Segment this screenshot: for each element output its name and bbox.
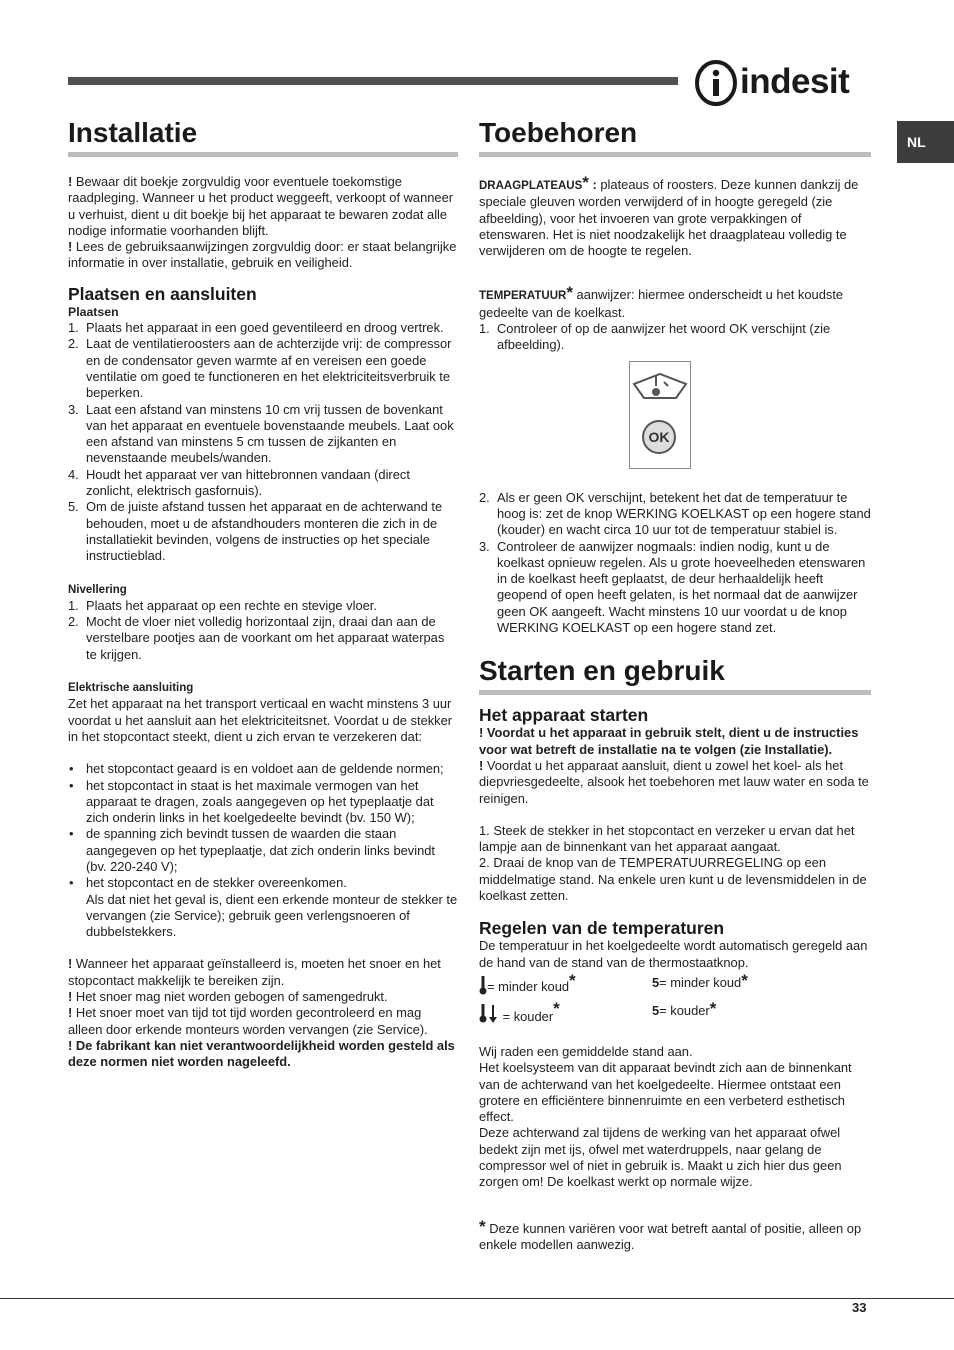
- list-item: • het stopcontact geaard is en voldoet aan de geldende normen;: [68, 761, 458, 777]
- item-number: 1.: [68, 320, 79, 336]
- asterisk: *: [709, 998, 717, 1018]
- list-item: [68, 336, 458, 401]
- item-text: Om de juiste afstand tussen het apparaat en de achterwand te behouden, moet u de afstandhouders monteren die zich in de installatiekit bevinden, volgens de instructies op het speciale instructieblad.: [86, 499, 443, 564]
- list-item: • het stopcontact en de stekker overeenkomen.: [68, 875, 458, 891]
- less-cold-left: [479, 970, 576, 995]
- asterisk: *: [741, 970, 748, 990]
- brand-logo: [694, 60, 870, 106]
- draagplateaus-paragraph: [479, 173, 871, 259]
- item-number: 1.: [68, 597, 79, 613]
- intro-text-2: Lees de gebruiksaanwijzingen zorgvuldig door: er staat belangrijke informatie in over installatie, gebruik en veiligheid.: [68, 239, 457, 271]
- temperature-indicator-figure: [629, 361, 691, 469]
- language-tab: NL: [897, 121, 954, 163]
- item-number: 3.: [68, 401, 79, 417]
- asterisk: *: [479, 1216, 486, 1236]
- warning-1: [68, 956, 458, 989]
- knob-number: 5: [652, 1002, 660, 1018]
- nivellering-heading: Nivellering: [68, 583, 127, 596]
- less-cold-right: [652, 970, 748, 991]
- list-item: [479, 321, 871, 354]
- list-item: • de spanning zich bevindt tussen de waarden die staan aangegeven op het typeplaatje, dat zich onderin links bevindt (bv. 220-240 V);: [68, 826, 458, 875]
- colder-right: [652, 998, 717, 1019]
- right-column: [479, 116, 871, 1253]
- item-text: Plaats het apparaat in een goed geventileerd en droog vertrek.: [86, 320, 444, 336]
- temperaturen-intro: De temperatuur in het koelgedeelte wordt automatisch geregeld aan de hand van de stand van de thermostaatknop.: [479, 938, 868, 970]
- warning-text: Het snoer mag niet worden gebogen of samengedrukt.: [72, 989, 388, 1005]
- list-item: [68, 614, 458, 663]
- item-text: Controleer of op de aanwijzer het woord OK verschijnt (zie afbeelding).: [497, 321, 831, 353]
- temperatuur-label: TEMPERATUUR: [479, 290, 567, 303]
- draagplateaus-label: DRAAGPLATEAUS: [479, 180, 583, 192]
- elektrisch-text: Zet het apparaat na het transport verticaal en wacht minstens 3 uur voordat u het aansluit aan het elektriciteitsnet. Voordat u de stekker in het stopcontact steekt, dient u zich ervan te verzekeren dat:: [68, 696, 453, 744]
- temperature-row-colder: [479, 998, 871, 1031]
- subsection-title-temperaturen: Regelen van de temperaturen: [479, 918, 725, 939]
- asterisk: *: [582, 173, 589, 192]
- colder-text: = kouder: [659, 1002, 710, 1018]
- ok-indicator: OK: [642, 420, 676, 454]
- plaatsen-list: [68, 320, 458, 564]
- page-number: 33: [852, 1300, 867, 1315]
- footnote-text: Deze kunnen variëren voor wat betreft aantal of positie, alleen op enkele modellen aanwezig.: [479, 1220, 862, 1252]
- temperature-row-less-cold: [479, 970, 871, 1003]
- logo-i-emblem-icon: [694, 60, 738, 106]
- brand-logo-text: indesit: [740, 62, 850, 101]
- nivellering-list: [68, 598, 458, 663]
- colder-text: = kouder: [499, 1008, 554, 1024]
- section-title-installatie: Installatie: [68, 116, 458, 157]
- list-item: [68, 402, 458, 467]
- item-text: Mocht de vloer niet volledig horizontaal zijn, draai dan aan de verstelbare pootjes aan de voorkant om het apparaat waterpas te krijgen.: [86, 614, 445, 662]
- list-item: • het stopcontact in staat is het maximale vermogen van het apparaat te dragen, zoals aangegeven op het typeplaatje dat zich onderin links in het koelgedeelte bevindt (bv. 150 W);: [68, 778, 458, 827]
- temperatuur-list-1: [479, 321, 871, 354]
- start-warning-bold: ! Voordat u het apparaat in gebruik stelt, dient u de instructies voor wat betreft de installatie na te volgen (zie Installatie).: [479, 725, 859, 757]
- section-title-toebehoren: Toebehoren: [479, 116, 871, 157]
- item-text: Als er geen OK verschijnt, betekent het dat de temperatuur te hoog is: zet de knop WERKING KOELKAST op een hogere stand (kouder) en wacht circa 10 uur tot de temperatuur stabiel is.: [497, 489, 871, 538]
- footer-rule: [0, 1298, 954, 1299]
- warning-text: Het snoer moet van tijd tot tijd worden gecontroleerd en mag alleen door erkende monteurs worden vervangen (zie Service).: [68, 1005, 428, 1037]
- list-item: [68, 499, 458, 564]
- item-text: Laat een afstand van minstens 10 cm vrij tussen de bovenkant van het apparaat en eventuele bovenstaande meubels. Laat ook een afstand van minstens 5 cm tussen de zijkanten en nevenstaande meubels/wanden.: [86, 401, 454, 466]
- intro-text-1: Bewaar dit boekje zorgvuldig voor eventuele toekomstige raadpleging. Wanneer u het product weggeeft, verkoopt of wanneer u verhuist, dient u dit boekje bij het apparaat te bewaren zodat alle nodige informatie voorhanden blijft.: [68, 174, 454, 238]
- list-item: [479, 539, 871, 637]
- plaatsen-heading: Plaatsen: [68, 304, 119, 319]
- asterisk: *: [553, 998, 560, 1018]
- bullet-followup: Als dat niet het geval is, dient een erkende monteur de stekker te vervangen (zie Service); gebruik geen verlengsnoeren of dubbelstekkers.: [86, 891, 458, 940]
- temperatuur-paragraph: [479, 283, 871, 321]
- subsection-title-plaatsen-aansluiten: Plaatsen en aansluiten: [68, 283, 257, 304]
- intro-paragraph-1: [68, 174, 458, 239]
- snowflake-indicator-icon: [630, 362, 690, 412]
- colon: :: [588, 177, 597, 192]
- warning-mark: !: [68, 989, 73, 1005]
- elektrisch-heading: Elektrische aansluiting: [68, 682, 194, 695]
- item-number: 5.: [68, 499, 79, 515]
- warning-text: Wanneer het apparaat geïnstalleerd is, moeten het snoer en het stopcontact makkelijk te bereiken zijn.: [68, 956, 441, 988]
- section-title-starten: Starten en gebruik: [479, 654, 871, 695]
- header-rule: [68, 77, 678, 85]
- asterisk: *: [569, 970, 576, 990]
- item-number: 2.: [479, 489, 490, 505]
- start-step-2: 2. Draai de knop van de TEMPERATUURREGELING op een middelmatige stand. Na enkele uren kunt u de levensmiddelen in de koelkast zetten.: [479, 855, 867, 904]
- item-number: 1.: [479, 321, 490, 337]
- advice-text-3: Deze achterwand zal tijdens de werking van het apparaat ofwel bedekt zijn met ijs, ofwel met waterdruppels, naar gelang de compressor wel of niet in gebruik is. Maakt u zich hier dus geen zorgen om! De koelkast werkt op normale wijze.: [479, 1125, 842, 1190]
- list-item: [68, 598, 458, 614]
- item-text: Controleer de aanwijzer nogmaals: indien nodig, kunt u de koelkast opnieuw regelen. Als u grote hoeveelheden etenswaren in de koelkast heeft geplaatst, de deur herhaaldelijk heeft geopend of open heeft gelaten, is het normaal dat de aanwijzer geen OK aangeeft. Wacht minstens 10 uur voordat u de knop WERKING KOELKAST op een hogere stand zet.: [497, 538, 866, 636]
- warning-3: [68, 1005, 458, 1038]
- warning-mark: !: [479, 757, 484, 773]
- temperatuur-text: aanwijzer: hiermee onderscheidt u het koudste gedeelte van de koelkast.: [479, 287, 844, 320]
- subsection-title-apparaat-starten: Het apparaat starten: [479, 705, 649, 726]
- thermometer-down-icon: [479, 1003, 499, 1025]
- less-cold-text: = minder koud: [487, 978, 570, 994]
- start-step-1: 1. Steek de stekker in het stopcontact en verzeker u ervan dat het lampje aan de binnenkant van het apparaat aangaat.: [479, 822, 855, 855]
- advice-text: Wij raden een gemiddelde stand aan.: [479, 1043, 693, 1059]
- footnote: [479, 1216, 871, 1254]
- item-text: Laat de ventilatieroosters aan de achterzijde vrij: de compressor en de condensator geven warmte af en vereisen een goede ventilatie om goed te functioneren en het elektriciteitsverbruik te beperken.: [86, 336, 452, 401]
- temperatuur-list-2: [479, 490, 871, 637]
- item-number: 4.: [68, 466, 79, 482]
- intro-paragraph-2: [68, 239, 458, 272]
- item-number: 2.: [68, 614, 79, 630]
- warning-mark: !: [68, 239, 73, 255]
- warning-4: ! De fabrikant kan niet verantwoordelijkheid worden gesteld als deze normen niet worden nageleefd.: [68, 1037, 455, 1070]
- less-cold-text: = minder koud: [659, 974, 742, 990]
- list-item: [68, 320, 458, 336]
- item-number: 3.: [479, 538, 490, 554]
- thermometer-icon: [479, 975, 487, 995]
- warning-mark: !: [68, 174, 73, 189]
- warning-mark: !: [68, 956, 73, 972]
- knob-number: 5: [652, 974, 660, 990]
- item-text: Plaats het apparaat op een rechte en stevige vloer.: [86, 597, 377, 613]
- item-number: 2.: [68, 336, 79, 352]
- requirements-list: [68, 761, 458, 891]
- start-warning-text: Voordat u het apparaat aansluit, dient u zowel het koel- als het diepvriesgedeelte, alsook het toebehoren met lauw water en soda te reinigen.: [479, 757, 869, 806]
- left-column: [68, 116, 458, 1071]
- list-item: [479, 490, 871, 539]
- asterisk: *: [566, 283, 573, 303]
- warning-mark: !: [68, 1005, 73, 1021]
- start-warning: [479, 758, 871, 807]
- advice-text-2: Het koelsysteem van dit apparaat bevindt zich aan de binnenkant van de achterwand van het koelgedeelte. Hiermee ontstaat een grotere en efficiëntere binnenruimte en een verbeterd esthetisch effect.: [479, 1060, 852, 1125]
- list-item: [68, 467, 458, 500]
- item-text: Houdt het apparaat ver van hittebronnen vandaan (direct zonlicht, elektrisch gasfornuis).: [86, 466, 410, 499]
- draagplateaus-text: plateaus of roosters. Deze kunnen dankzij de speciale gleuven worden verwijderd of in hoogte geregeld (zie afbeelding), voor het invoeren van grote verpakkingen of etenswaren. Het is niet noodzakelijk het draagplateau volledig te verwijderen om de hoogte te regelen.: [479, 177, 859, 259]
- colder-left: [479, 998, 560, 1025]
- warning-2: [68, 989, 458, 1005]
